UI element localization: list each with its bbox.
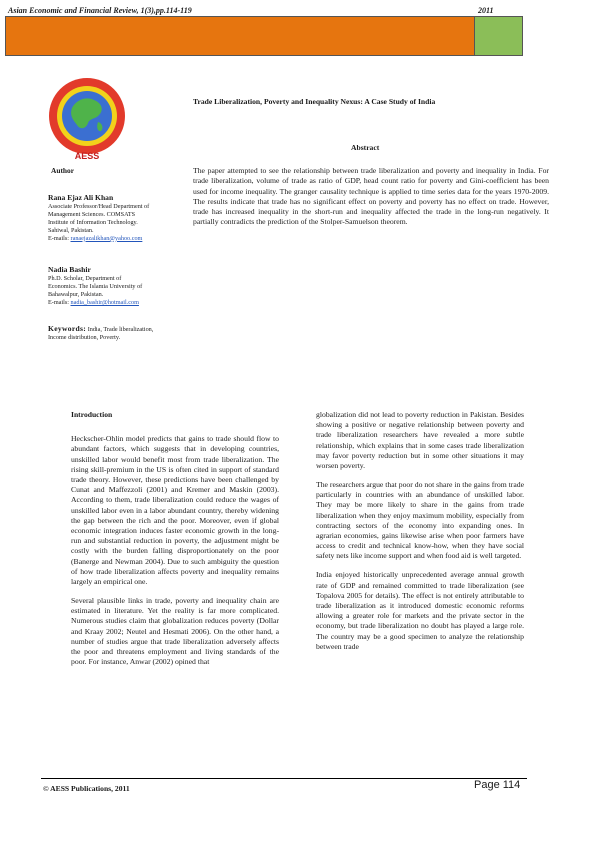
author-affiliation-line: Bahawalpur, Pakistan.	[48, 290, 104, 298]
footer-page-number: Page 114	[474, 779, 521, 791]
body-column-left	[71, 410, 279, 676]
author-block	[48, 265, 188, 307]
author-email-link[interactable]: nadia_bashir@hotmail.com	[70, 298, 139, 306]
body-column-right	[316, 410, 524, 661]
body-paragraph: Heckscher-Ohlin model predicts that gains to trade should flow to abundant factors, which suggests that in developing countries, unskilled labor would benefit most from trade liberalization. The rising skill-premium in the US is often cited in support of standard trade theory. However, these predictions have been challenged by Cunat and Maffezzoli (2001) and Kremer and Maskin (2003). According to them, trade liberalization could reduce the wages of unskilled labor even in a labor abundant country, thereby widening the gap between the rich and the poor. Moreover, even if global economic integration induces faster economic growth in the long-run and substantial reduction in poverty, the adjustment might be costly with the burden falling disproportionately on the poor (Banerge and Newman 2004). Due to such ambiguity the question of how trade liberalization affects poverty and inequality remains largely an empirical one.	[71, 434, 279, 587]
author-block	[48, 193, 188, 243]
aess-globe-logo	[44, 76, 130, 162]
author-affiliation-line: Economics. The Islamia University of	[48, 282, 143, 290]
keywords-label: Keywords:	[48, 324, 87, 333]
body-paragraph: Several plausible links in trade, poverty and inequality chain are estimated in literature. Yet the reality is far more complicated. Numerous studies claim that globalization reduces poverty (Dollar and Kraay 2002; Neutel and Hesmati 2006). On the other hand, a number of studies argue that trade liberalization adversely affects the poor and threatens employment and living standards of the poor. For instance, Anwar (2002) opined that	[71, 596, 279, 667]
author-name: Rana Ejaz Ali Khan	[48, 193, 114, 202]
journal-citation: Asian Economic and Financial Review, 1(3),pp.114-119	[8, 6, 192, 15]
author-email-row	[48, 235, 188, 243]
email-label: E-mails:	[48, 298, 71, 306]
author-affiliation-line: Institute of Information Technology.	[48, 218, 138, 226]
body-paragraph: The researchers argue that poor do not share in the gains from trade particularly in countries with an abundance of unskilled labor. They may be more likely to share in the gains from trade liberalization when they enjoy maximum mobility, especially from contracting sectors of the economy into expanding ones. In agrarian economies, gains likewise arise when poor farmers have access to credit and technical know-how, when they have social safety nets like income support and when food aid is well targeted.	[316, 480, 524, 561]
header-green-band	[475, 16, 523, 56]
author-email-row	[48, 299, 188, 307]
author-affiliation-line: Ph.D. Scholar, Department of	[48, 275, 122, 282]
email-label: E-mails:	[48, 234, 71, 242]
journal-year: 2011	[478, 6, 494, 15]
keywords-block	[48, 325, 170, 342]
author-affiliation-line: Management Sciences. COMSATS	[48, 210, 136, 218]
logo-text: AESS	[74, 151, 100, 161]
footer-divider	[41, 778, 527, 779]
journal-header-bar	[5, 16, 523, 56]
author-section-label: Author	[51, 166, 74, 175]
keywords-text: India, Trade liberalization, Income distribution, Poverty.	[48, 326, 154, 341]
header-orange-band	[5, 16, 475, 56]
abstract-text: The paper attempted to see the relationship between trade liberalization and poverty and inequality in India. For trade liberalization, volume of trade as ratio of GDP, head count ratio for poverty and Gini-coefficient has been used for income inequality. The granger causality technique is applied to time series data for the years 1970-2009. The results indicate that trade has no significant effect on poverty and poverty has no effect on trade. However, trade has increased inequality in the short-run and inequality affected the trade in the long-run negatively. It partially contradicts the prediction of the Stolper-Samuelson theorem.	[193, 166, 549, 227]
section-heading-introduction: Introduction	[71, 410, 113, 419]
body-paragraph: India enjoyed historically unprecedented average annual growth rate of GDP and remained committed to trade liberalization (see Topalova 2005 for details). The effect is not entirely attributable to trade liberalization as it introduced domestic economic reforms allowing a greater role for markets and the private sector in the economy, but trade liberalization no doubt has played a large role. The country may be a good specimen to analyze the relationship between trade	[316, 570, 524, 651]
author-affiliation-line: Sahiwal, Pakistan.	[48, 226, 94, 234]
author-affiliation-line: Associate Professor/Head Department of	[48, 203, 150, 210]
abstract-heading: Abstract	[351, 143, 380, 152]
author-email-link[interactable]: ranaejazalikhan@yahoo.com	[70, 234, 143, 242]
footer-copyright: © AESS Publications, 2011	[43, 784, 130, 793]
author-name: Nadia Bashir	[48, 265, 91, 274]
paper-title: Trade Liberalization, Poverty and Inequality Nexus: A Case Study of India	[193, 97, 436, 106]
body-paragraph: globalization did not lead to poverty reduction in Pakistan. Besides showing a positive or negative relationship between poverty and trade liberalization researchers have revealed a more subtle relationship, which explains that in some cases trade liberalization may favor poverty reduction but in some other situations it may worsen poverty.	[316, 410, 524, 471]
